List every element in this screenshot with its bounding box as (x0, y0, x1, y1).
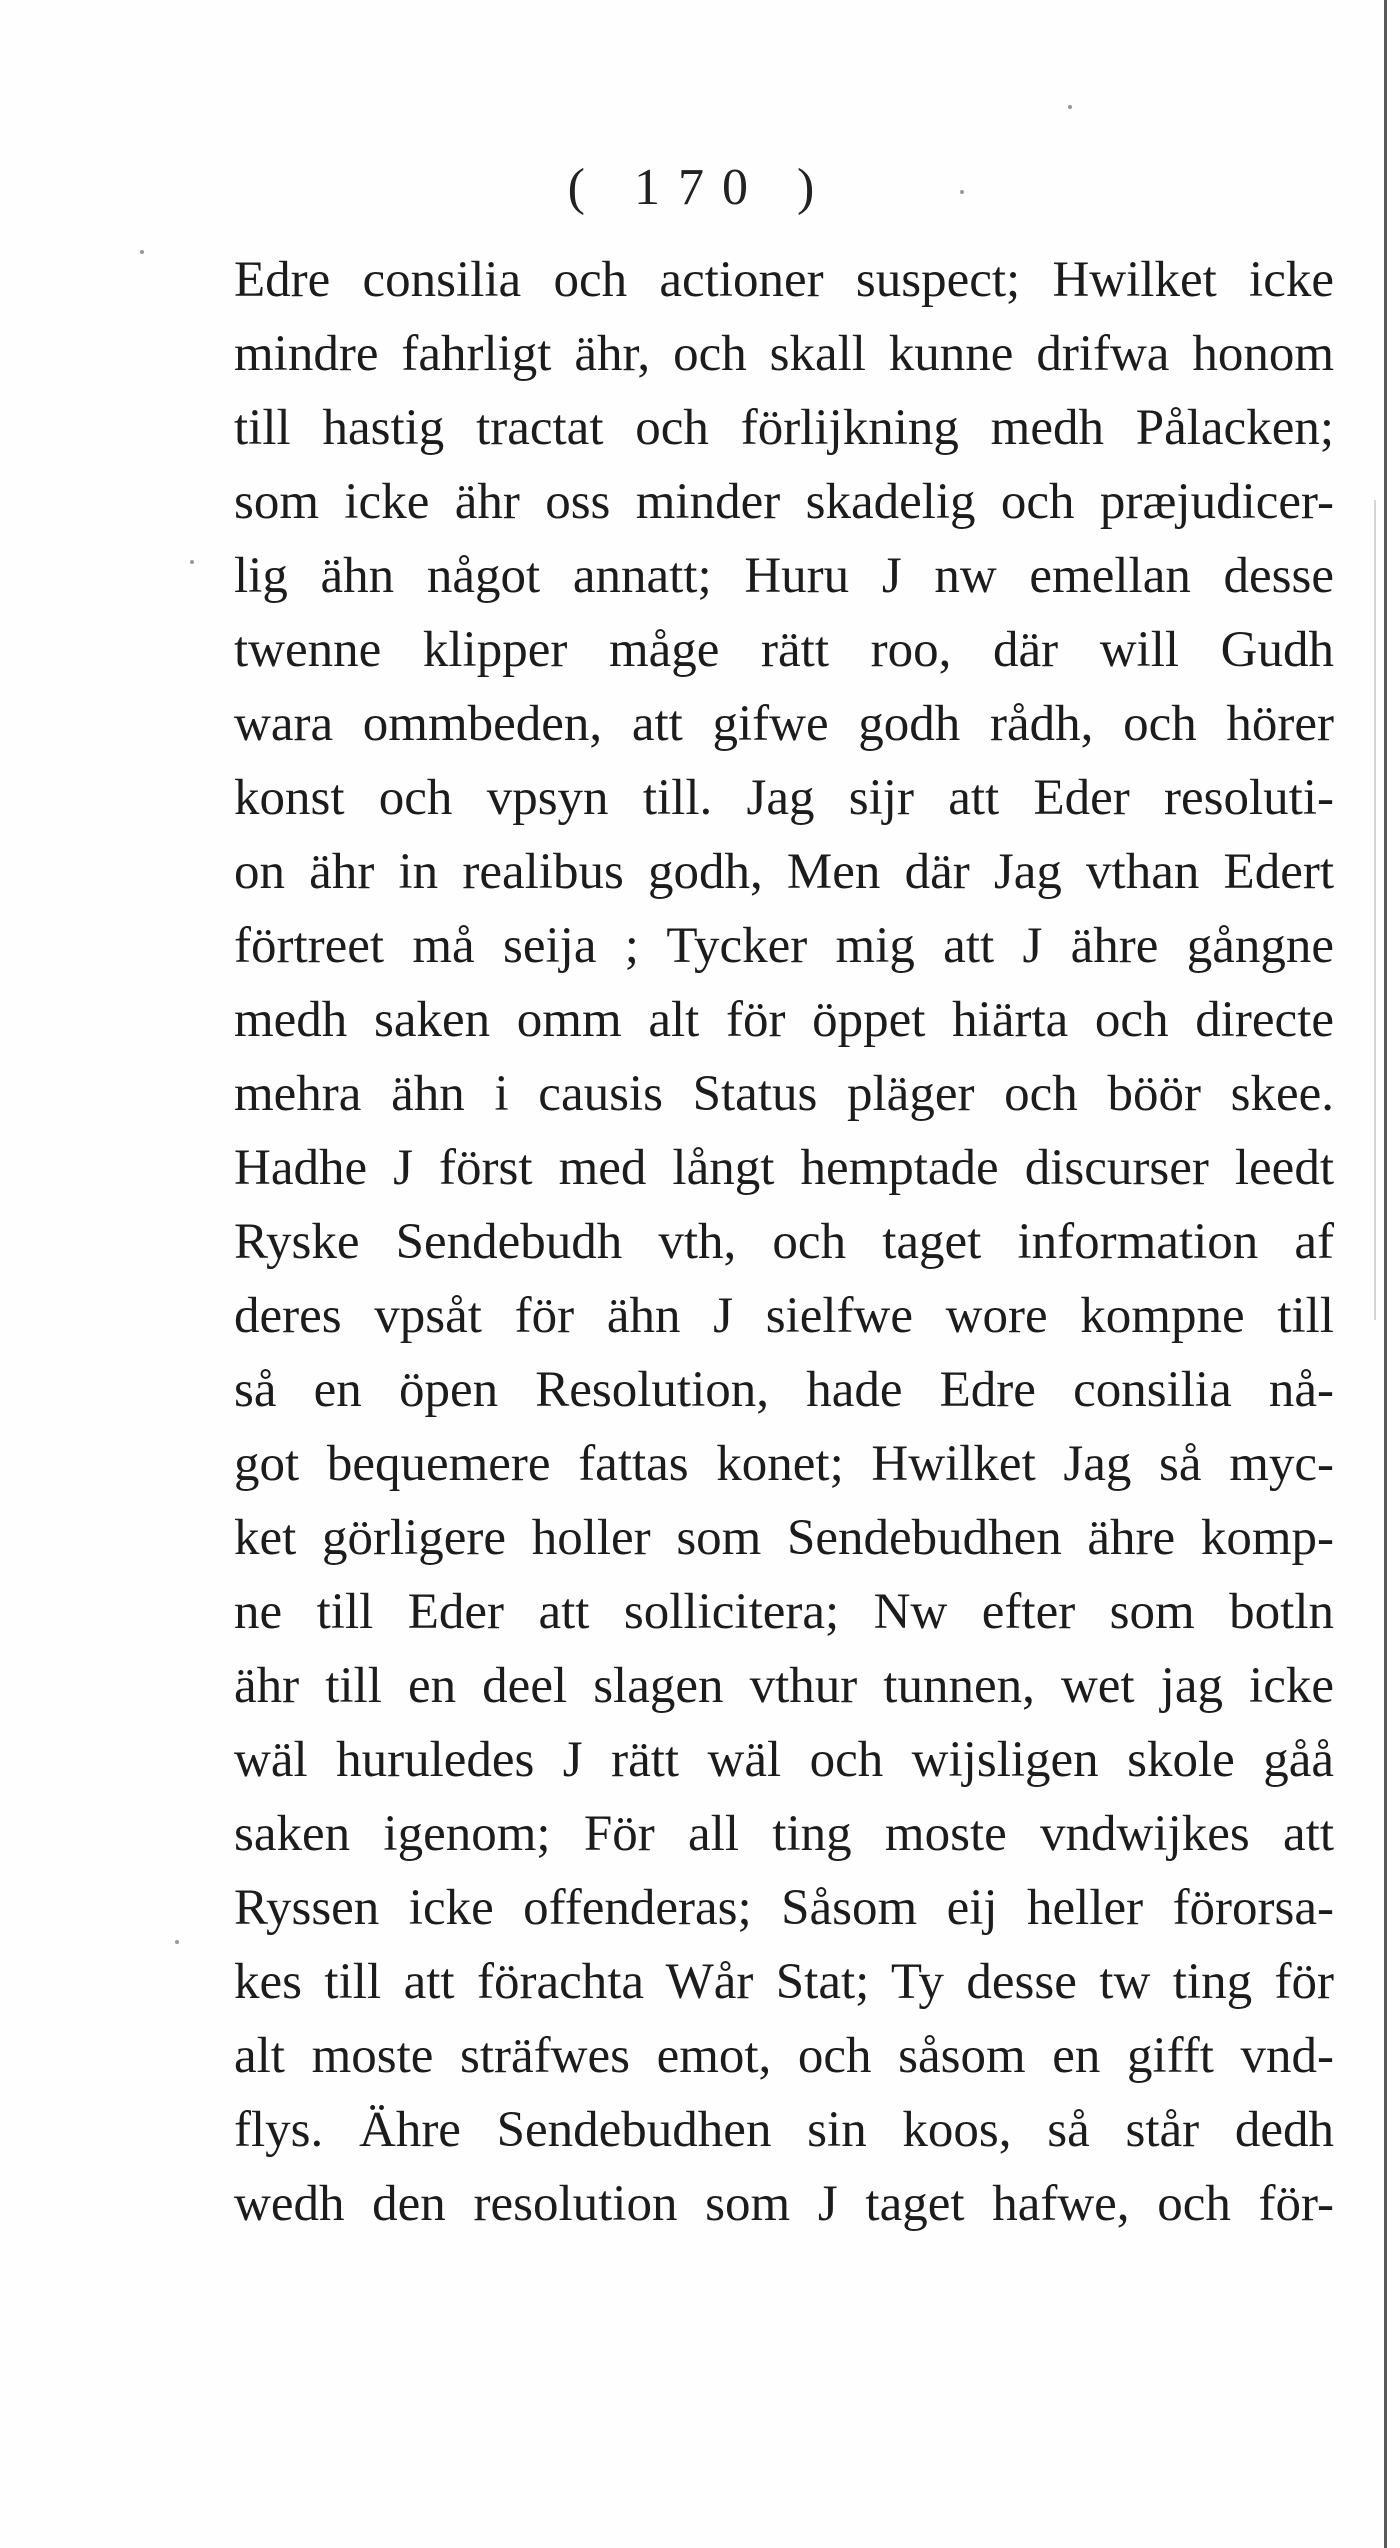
page-edge-shadow (1374, 500, 1376, 1320)
text-line: deres vpsåt för ähn J sielfwe wore kompne till (234, 1288, 1334, 1344)
text-line: saken igenom; För all ting moste vndwijkes att (234, 1806, 1334, 1862)
text-line: kes till att förachta Wår Stat; Ty desse tw ting för (234, 1954, 1334, 2010)
text-line: ne till Eder att sollicitera; Nw efter som botln (234, 1584, 1334, 1640)
paper-speck (140, 250, 144, 254)
text-line: twenne klipper måge rätt roo, där will Gudh (234, 622, 1334, 678)
text-line: wara ommbeden, att gifwe godh rådh, och hörer (234, 696, 1334, 752)
page-number: ( 170 ) (567, 159, 833, 216)
text-line: ket görligere holler som Sendebudhen ähre komp- (234, 1510, 1334, 1566)
text-line: alt moste sträfwes emot, och såsom en gifft vnd- (234, 2028, 1334, 2084)
text-line: Edre consilia och actioner suspect; Hwilket icke (234, 252, 1334, 308)
page-edge-line (1384, 0, 1387, 2548)
text-line: konst och vpsyn till. Jag sijr att Eder resoluti- (234, 770, 1334, 826)
text-line: mindre fahrligt ähr, och skall kunne drifwa honom (234, 326, 1334, 382)
text-line: så en öpen Resolution, hade Edre consilia nå- (234, 1362, 1334, 1418)
text-line: förtreet må seija ; Tycker mig att J ähre gångne (234, 918, 1334, 974)
text-line: som icke ähr oss minder skadelig och præjudicer- (234, 474, 1334, 530)
text-line: Ryske Sendebudh vth, och taget information af (234, 1214, 1334, 1270)
paper-speck (960, 190, 964, 194)
paper-speck (175, 1940, 179, 1944)
text-line: mehra ähn i causis Status pläger och böör skee. (234, 1066, 1334, 1122)
text-line: medh saken omm alt för öppet hiärta och directe (234, 992, 1334, 1048)
text-line: wäl huruledes J rätt wäl och wijsligen skole gåå (234, 1732, 1334, 1788)
text-line: flys. Ähre Sendebudhen sin koos, så står dedh (234, 2102, 1334, 2158)
text-line: Ryssen icke offenderas; Såsom eij heller förorsa- (234, 1880, 1334, 1936)
paper-speck (190, 560, 194, 564)
text-line: on ähr in realibus godh, Men där Jag vthan Edert (234, 844, 1334, 900)
paper-speck (1068, 105, 1072, 109)
text-line: wedh den resolution som J taget hafwe, och för- (234, 2176, 1334, 2232)
body-text (234, 243, 1334, 2241)
text-line: Hadhe J först med långt hemptade discurser leedt (234, 1140, 1334, 1196)
text-line: got bequemere fattas konet; Hwilket Jag så myc- (234, 1436, 1334, 1492)
text-line: lig ähn något annatt; Huru J nw emellan desse (234, 548, 1334, 604)
text-line: ähr till en deel slagen vthur tunnen, wet jag icke (234, 1658, 1334, 1714)
text-line: till hastig tractat och förlijkning medh Pålacken; (234, 400, 1334, 456)
